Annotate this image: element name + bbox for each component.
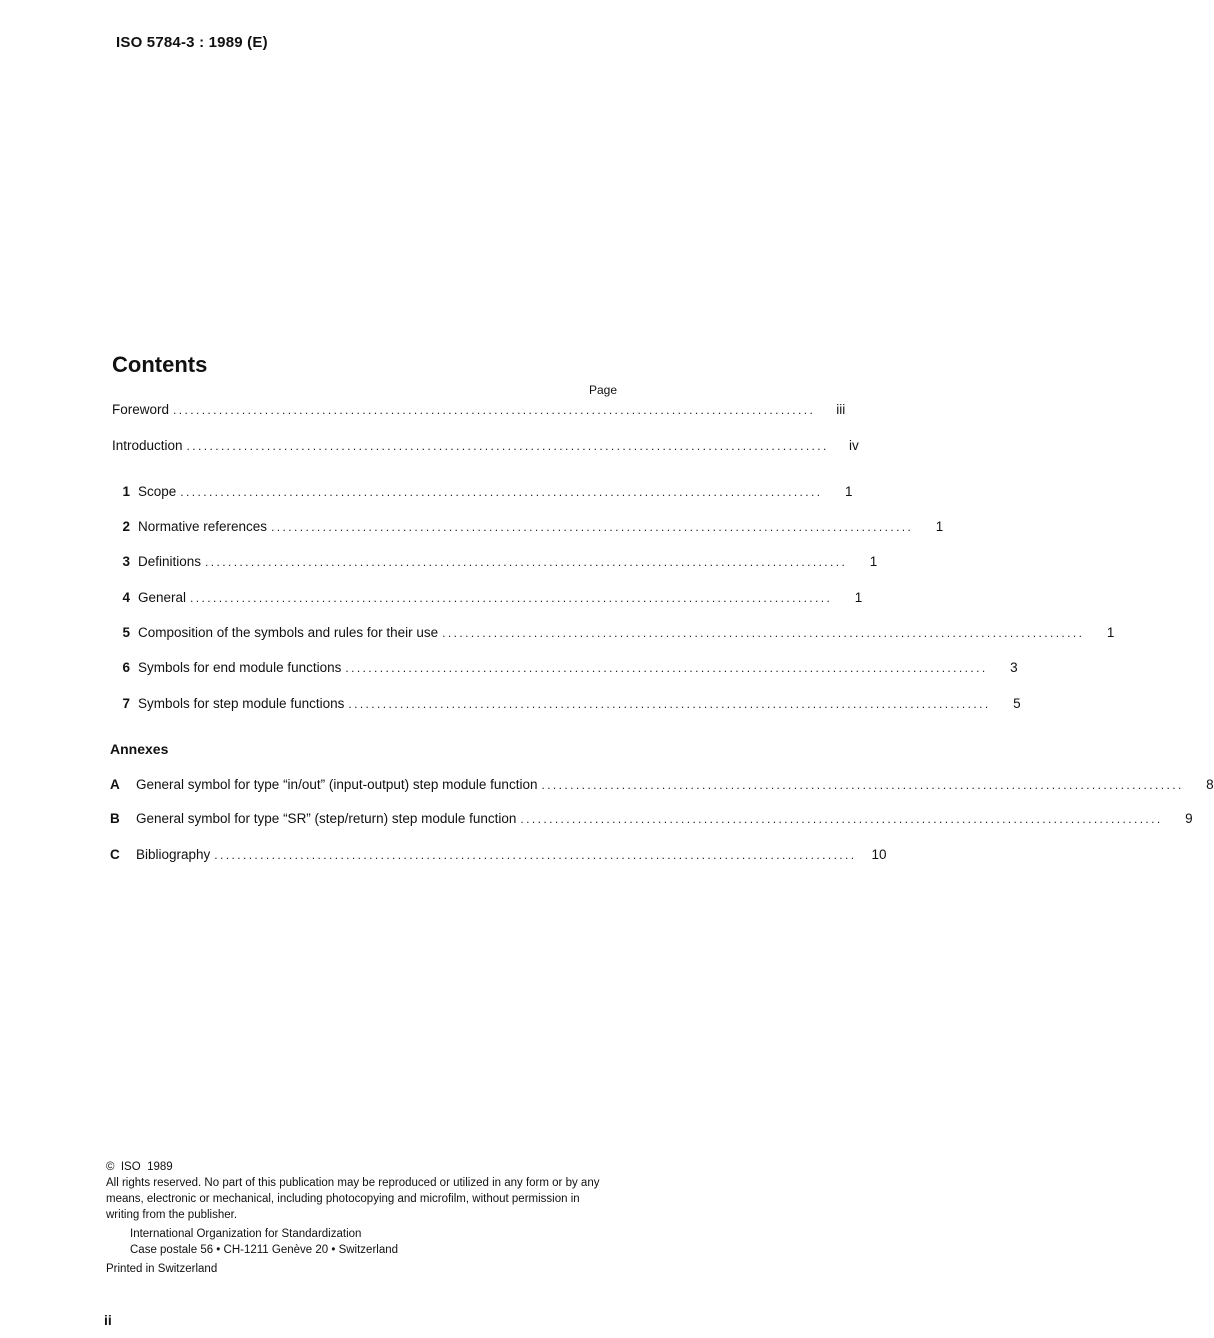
annexes-heading: Annexes bbox=[110, 741, 169, 757]
page-column-label: Page bbox=[589, 383, 618, 397]
clause-number: 4 bbox=[122, 590, 130, 605]
toc-annex-b[interactable] bbox=[110, 811, 1193, 829]
toc-entry-title: Introduction bbox=[112, 438, 183, 453]
annex-letter: C bbox=[110, 847, 120, 862]
toc-entry-title: Bibliography bbox=[136, 847, 211, 862]
toc-clause-5[interactable] bbox=[112, 625, 1115, 643]
clause-number: 5 bbox=[122, 625, 130, 640]
clause-number: 1 bbox=[122, 484, 130, 499]
organization-name: International Organization for Standardization bbox=[130, 1228, 362, 1240]
contents-title: Contents bbox=[112, 352, 208, 377]
rights-statement: All rights reserved. No part of this publication may be reproduced or utilized in any form or by any means, electronic or mechanical, including photocopying and microfilm, without permission in writing from the publisher. bbox=[106, 1177, 600, 1221]
clause-number: 6 bbox=[122, 660, 130, 675]
toc-entry-page: 1 bbox=[844, 484, 853, 499]
dot-leader: ................................................................................................................ bbox=[190, 591, 833, 605]
toc-entry-page: 5 bbox=[1013, 696, 1021, 711]
toc-entry-title: Symbols for step module functions bbox=[138, 696, 345, 711]
toc-entry-title: General symbol for type “in/out” (input-output) step module function bbox=[136, 777, 538, 792]
toc-entry-page: 10 bbox=[871, 847, 887, 862]
organization-address: Case postale 56 • CH-1211 Genève 20 • Switzerland bbox=[130, 1244, 399, 1256]
toc-entry-title: Scope bbox=[138, 484, 177, 499]
toc-entry-title: Composition of the symbols and rules for their use bbox=[138, 625, 439, 640]
toc-entry-foreword[interactable] bbox=[112, 402, 846, 420]
toc-entry-title: Symbols for end module functions bbox=[138, 660, 342, 675]
dot-leader: ................................................................................................................ bbox=[541, 778, 1184, 792]
clause-number: 7 bbox=[122, 696, 130, 711]
copyright-notice bbox=[106, 1159, 616, 1277]
toc-clause-6[interactable] bbox=[112, 660, 1018, 678]
toc-entry-page: 1 bbox=[869, 554, 878, 569]
toc-entry-page: 1 bbox=[935, 519, 944, 534]
page-number: ii bbox=[104, 1312, 112, 1328]
toc-entry-title: General bbox=[138, 590, 187, 605]
toc-clause-3[interactable] bbox=[112, 554, 878, 572]
clause-number: 3 bbox=[122, 554, 130, 569]
annex-letter: B bbox=[110, 811, 120, 826]
toc-clause-7[interactable] bbox=[112, 696, 1021, 714]
toc-entry-page: 9 bbox=[1185, 811, 1193, 826]
dot-leader: ................................................................................................................ bbox=[205, 555, 848, 569]
clause-number: 2 bbox=[122, 519, 130, 534]
toc-entry-title: Definitions bbox=[138, 554, 202, 569]
dot-leader: ................................................................................................................ bbox=[271, 520, 914, 534]
dot-leader: ................................................................................................................ bbox=[214, 848, 857, 862]
toc-entry-page: 1 bbox=[854, 590, 863, 605]
toc-entry-title: General symbol for type “SR” (step/return) step module function bbox=[136, 811, 517, 826]
dot-leader: ................................................................................................................ bbox=[520, 812, 1163, 826]
toc-annex-a[interactable] bbox=[110, 777, 1214, 795]
toc-clause-1[interactable] bbox=[112, 484, 853, 502]
printed-in: Printed in Switzerland bbox=[106, 1263, 218, 1275]
toc-entry-title: Foreword bbox=[112, 402, 170, 417]
dot-leader: ................................................................................................................ bbox=[186, 439, 829, 453]
dot-leader: ................................................................................................................ bbox=[173, 403, 816, 417]
toc-entry-page: 1 bbox=[1106, 625, 1115, 640]
document-header: ISO 5784-3 : 1989 (E) bbox=[116, 34, 268, 51]
toc-annex-c[interactable] bbox=[110, 847, 887, 865]
toc-clause-4[interactable] bbox=[112, 590, 863, 608]
annex-letter: A bbox=[110, 777, 120, 792]
toc-entry-introduction[interactable] bbox=[112, 438, 859, 456]
copyright-line: © ISO 1989 bbox=[106, 1161, 173, 1173]
toc-clause-2[interactable] bbox=[112, 519, 944, 537]
toc-entry-page: iii bbox=[836, 402, 846, 417]
dot-leader: ................................................................................................................ bbox=[348, 697, 991, 711]
toc-entry-page: 3 bbox=[1010, 660, 1018, 675]
dot-leader: ................................................................................................................ bbox=[180, 485, 823, 499]
dot-leader: ................................................................................................................ bbox=[345, 661, 988, 675]
dot-leader: ................................................................................................................ bbox=[442, 626, 1085, 640]
toc-entry-page: 8 bbox=[1206, 777, 1214, 792]
toc-entry-title: Normative references bbox=[138, 519, 268, 534]
toc-entry-page: iv bbox=[849, 438, 859, 453]
